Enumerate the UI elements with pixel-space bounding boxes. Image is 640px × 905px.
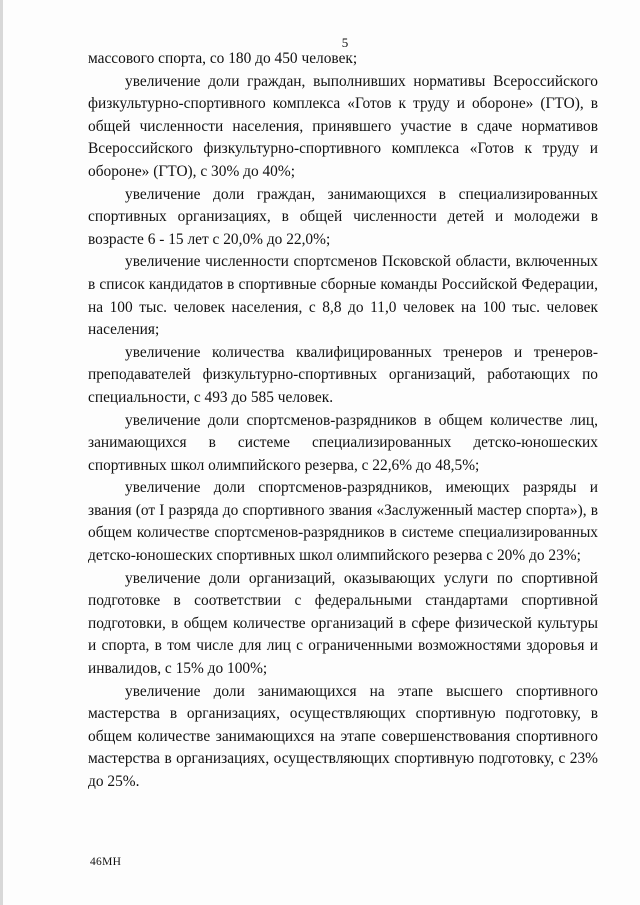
paragraph-national-team-candidates: увеличение численности спортсменов Псковской области, включенных в список кандидатов в спортивные сборные команды Российской Федерации, на 100 тыс. человек населения, с 8,8 до 11,0 человек на 100 тыс. человек населения; xyxy=(88,253,598,339)
paragraph-higher-mastery: увеличение доли занимающихся на этапе высшего спортивного мастерства в организациях, осуществляющих спортивную подготовку, в общем количестве занимающихся на этапе совершенствования спортивного мастерства в организациях, осуществляющих спортивную подготовку, с 23% до 25%. xyxy=(88,682,598,790)
body-text xyxy=(88,48,598,794)
paragraph-qualified-coaches: увеличение количества квалифицированных тренеров и тренеров-преподавателей физкультурно-спортивных организаций, работающих по специальности, с 493 до 585 человек. xyxy=(88,343,598,406)
paragraph-gto-share: увеличение доли граждан, выполнивших нормативы Всероссийского физкультурно-спортивного комплекса «Готов к труду и обороне» (ГТО), в общей численности населения, принявшего участие в сдаче нормативов Всероссийского физкультурно-спортивного комплекса «Готов к труду и обороне» (ГТО), с 30% до 40%; xyxy=(88,72,598,180)
page-number: 5 xyxy=(341,35,349,50)
scan-edge xyxy=(0,0,3,905)
paragraph-ranked-athletes: увеличение доли спортсменов-разрядников в общем количестве лиц, занимающихся в системе специализированных детско-юношеских спортивных школ олимпийского резерва, с 22,6% до 48,5%; xyxy=(88,411,598,474)
paragraph-federal-standards: увеличение доли организаций, оказывающих услуги по спортивной подготовке в соответствии с федеральными стандартами спортивной подготовки, в общем количестве организаций в сфере физической культуры и спорта, в том числе для лиц с ограниченными возможностями здоровья и инвалидов, с 15% до 100%; xyxy=(88,569,598,678)
paragraph-titled-athletes: увеличение доли спортсменов-разрядников, имеющих разряды и звания (от I разряда до спортивного звания «Заслуженный мастер спорта»), в общем количестве спортсменов-разрядников в системе специализированных детско-юношеских спортивных школ олимпийского резерва с 20% до 23%; xyxy=(88,479,598,565)
paragraph-continuation: массового спорта, со 180 до 450 человек; xyxy=(88,50,358,67)
paragraph-specialized-organizations: увеличение доли граждан, занимающихся в специализированных спортивных организациях, в общей численности детей и молодежи в возрасте 6 - 15 лет с 20,0% до 22,0%; xyxy=(88,185,598,248)
footer-document-code: 46МН xyxy=(90,856,122,868)
